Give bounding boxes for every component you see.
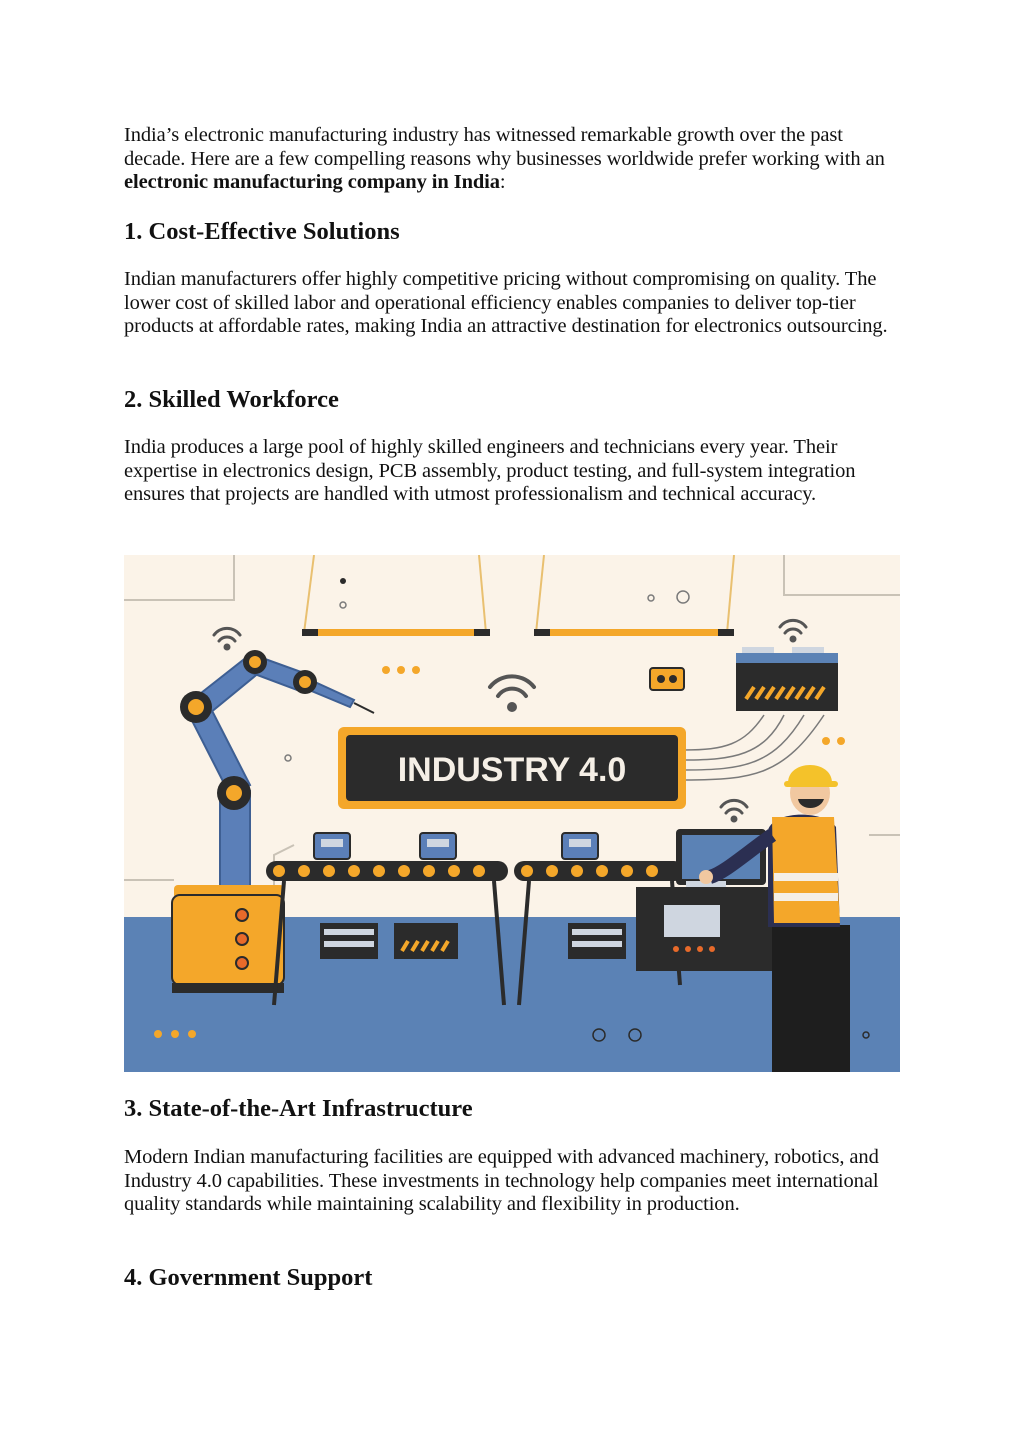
heading-government-support: 4. Government Support — [124, 1264, 373, 1291]
heading-skilled-workforce: 2. Skilled Workforce — [124, 386, 339, 413]
intro-text: India’s electronic manufacturing industry has witnessed remarkable growth over the past decade. Here are a few compelling reasons why businesses worldwide prefer working with an — [124, 124, 885, 170]
heading-cost-effective: 1. Cost-Effective Solutions — [124, 218, 400, 245]
intro-text-end: : — [499, 171, 506, 193]
heading-infrastructure: 3. State-of-the-Art Infrastructure — [124, 1095, 473, 1122]
intro-bold-link-text: electronic manufacturing company in India — [124, 171, 500, 193]
industry-sign-text: INDUSTRY 4.0 — [397, 751, 627, 789]
industry-sign — [338, 727, 686, 809]
paragraph-skilled-workforce: India produces a large pool of highly skilled engineers and technicians every year. Their expertise in electronics design, PCB assembly, product testing, and full-system integration ensures that projects are handled with utmost professionalism and technical accuracy. — [124, 436, 856, 505]
intro-paragraph — [124, 124, 904, 195]
paragraph-infrastructure: Modern Indian manufacturing facilities are equipped with advanced machinery, robotics, and Industry 4.0 capabilities. These investments in technology help companies meet international quality standards while maintaining scalability and flexibility in production. — [124, 1146, 879, 1215]
industry-illustration — [124, 555, 900, 1072]
paragraph-cost-effective: Indian manufacturers offer highly competitive pricing without compromising on quality. The lower cost of skilled labor and operational efficiency enables companies to deliver top-tier products at affordable rates, making India an attractive destination for electronics outsourcing. — [124, 268, 888, 337]
